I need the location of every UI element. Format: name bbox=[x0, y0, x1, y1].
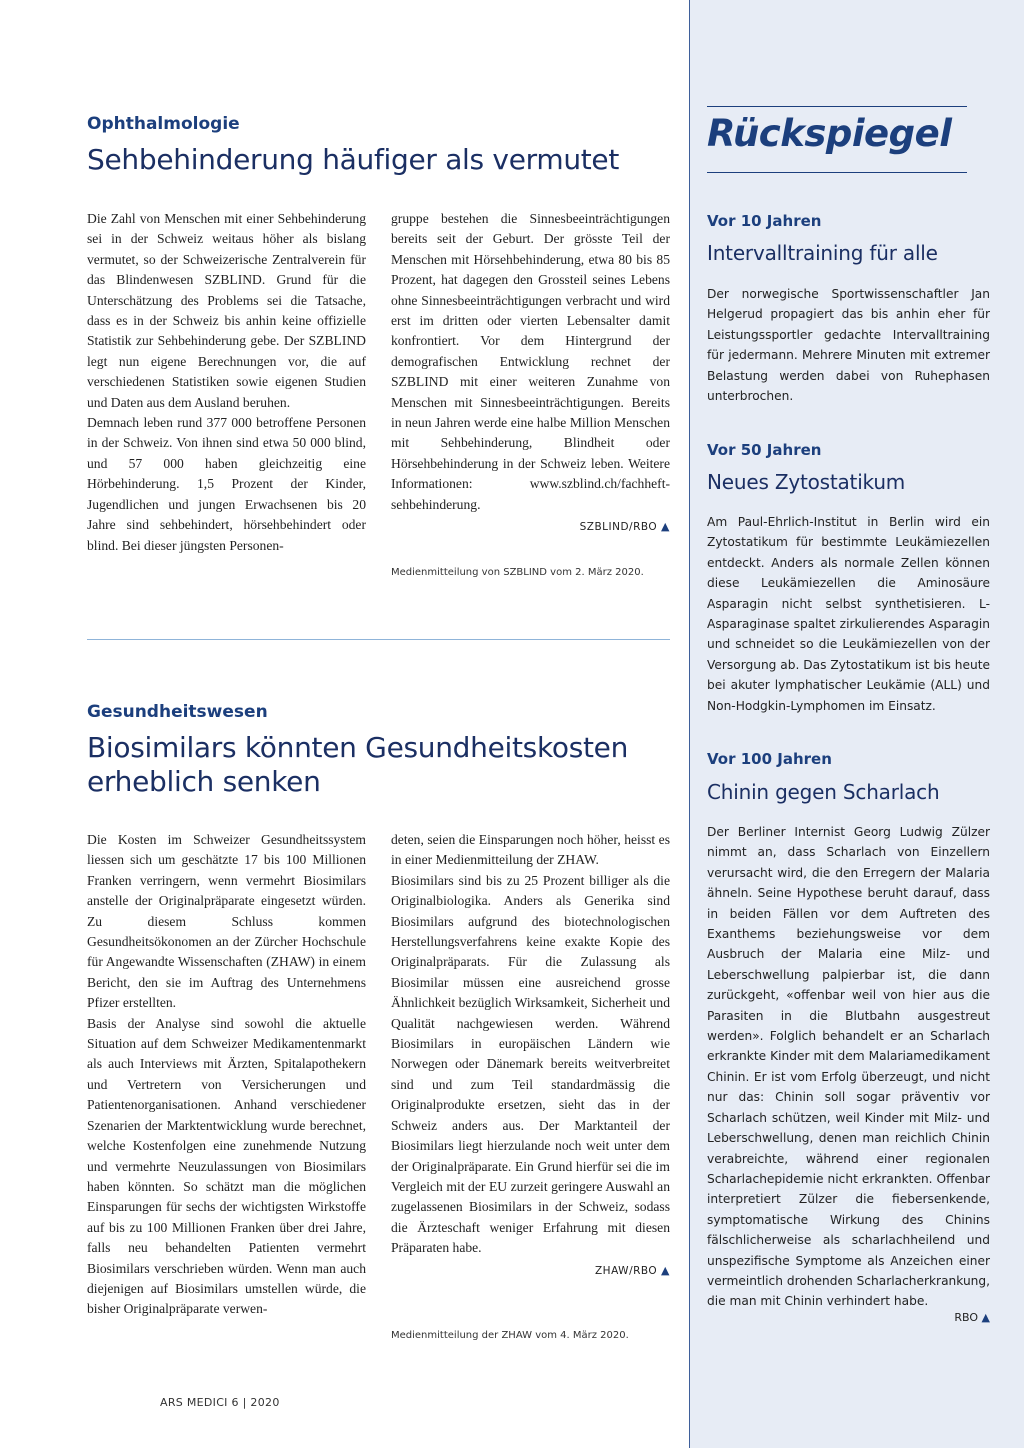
sidebar-source-text: RBO bbox=[954, 1311, 979, 1324]
sidebar-item-1-title: Intervalltraining für alle bbox=[707, 241, 938, 265]
article1-source-text: SZBLIND/RBO bbox=[579, 521, 658, 534]
sidebar-item-3-title: Chinin gegen Scharlach bbox=[707, 780, 940, 804]
sidebar-item-1-body: Der norwegische Sportwissenschaftler Jan Helgerud propagiert das bis anhin eher für Leistungssportler gedachte Intervalltraining für jedermann. Mehrere Minuten mit extremer Belastung werden dabei von Ruhephasen unterbrochen. bbox=[707, 287, 990, 404]
sidebar-item-2-body: Am Paul-Ehrlich-Institut in Berlin wird ein Zytostatikum für bestimmte Leukämiezellen entdeckt. Anders als normale Zellen können diese Leukämiezellen die Aminosäure Asparagin nicht selbst synthetisieren. L-Asparaginase spaltet zirkulierendes Asparagin und schneidet so die Leukämiezellen von der Versorgung ab. Das Zytostatikum ist bis heute bei akuter lymphatischer Leukämie (ALL) und Non-Hodgkin-Lymphomen im Einsatz. bbox=[707, 515, 990, 713]
article1-title: Sehbehinderung häufiger als vermutet bbox=[87, 143, 620, 176]
article1-column-2 bbox=[391, 209, 670, 538]
article-divider bbox=[87, 639, 670, 640]
article2-col1-paragraph-2: Basis der Analyse sind sowohl die aktuelle Situation auf dem Schweizer Medikamentenmarkt als auch Interviews mit Ärzten, Spitalapothekern und Vertretern von Versicherungen und Patientenorganisationen. Anhand verschiedener Szenarien der Marktentwicklung wurde berechnet, welche Kostenfolgen eine zunehmende Nutzung und vermehrte Neuzulassungen von Biosimilars haben könnten. So schätzt man die möglichen Einsparungen für sechs der wichtigsten Wirkstoffe auf bis zu 100 Millionen Franken über drei Jahre, falls neu behandelten Patienten vermehrt Biosimilars verschrieben würden. Wenn man auch diejenigen auf Biosimilars umstellen würde, die bisher Originalpräparate verwen- bbox=[87, 1015, 366, 1317]
article2-source-text: ZHAW/RBO bbox=[594, 1264, 658, 1277]
article2-title: Biosimilars könnten Gesundheitskosten erheblich senken bbox=[87, 731, 629, 798]
article1-col2-paragraph-1: gruppe bestehen die Sinnesbeeinträchtigungen bereits seit der Geburt. Der grösste Teil der Menschen mit Hörsehbehinderung, etwa 80 bis 85 Prozent, hat dagegen den Grossteil seines Lebens ohne Sinnesbeeinträchtigungen verbracht und wird erst im dritten oder vierten Lebensalter damit konfrontiert. Vor dem Hintergrund der demografischen Entwicklung rechnet der SZBLIND mit einer weiteren Zunahme von Menschen mit Sinnesbeeinträchtigungen. Bereits in neun Jahren werde eine halbe Million Menschen mit Sehbehinderung, Blindheit oder Hörsehbehinderung in der Schweiz leben. Weitere Informationen: www.szblind.ch/fachheft-sehbehinderung. bbox=[391, 211, 670, 512]
article1-note: Medienmitteilung von SZBLIND vom 2. März 2020. bbox=[391, 567, 644, 578]
article2-col2-paragraph-2: Biosimilars sind bis zu 25 Prozent billiger als die Originalbiologika. Anders als Generika sind Biosimilars aufgrund des biotechnologischen Herstellungsverfahrens keine exakte Kopie des Originalpräparats. Für die Zulassung als Biosimilar müssen eine ausreichend grosse Ähnlichkeit bezüglich Wirksamkeit, Sicherheit und Qualität nachgewiesen werden. Während Biosimilars in europäischen Ländern wie Norwegen oder Dänemark bereits weitverbreitet sind und zum Teil standardmässig die Originalprodukte ersetzen, sieht das in der Schweiz anders aus. Der Marktanteil der Biosimilars liegt hierzulande noch weit unter dem der Originalpräparate. Ein Grund hierfür sei die im Vergleich mit der EU zurzeit geringere Auswahl an zugelassenen Biosimilars in der Schweiz, sodass die Ärzteschaft weniger Erfahrung mit diesen Präparaten habe. bbox=[391, 872, 670, 1256]
sidebar-title: Rückspiegel bbox=[707, 112, 952, 155]
sidebar-top-rule bbox=[707, 106, 967, 107]
article1-column-1 bbox=[87, 209, 366, 556]
article2-column-2 bbox=[391, 830, 670, 1281]
sidebar-item-3-body: Der Berliner Internist Georg Ludwig Zülzer nimmt an, dass Scharlach von Einzellern verursacht wird, die den Erregern der Malaria ähneln. Seine Hypothese beruht darauf, dass in beiden Fällen vor dem Auftreten des Exanthems beziehungsweise vor dem Ausbruch der Malaria eine Milz- und Leberschwellung palpierbar ist, die dann zurückgeht, «offenbar weil von hier aus die Parasiten in die Blutbahn ausgestreut werden». Folglich behandelt er an Scharlach erkrankte Kinder mit dem Malariamedikament Chinin. Er ist vom Erfolg überzeugt, und nicht nur das: Chinin soll sogar präventiv vor Scharlach schützen, weil Kinder mit Milz- und Leberschwellung, denen man reichlich Chinin verabreichte, während einer regionalen Scharlachepidemie nicht erkrankten. Offenbar interpretiert Zülzer die fiebersenkende, symptomatische Wirkung des Chinins fälschlicherweise als scharlachheilend und unspezifische Symptome als Anzeichen einer vermeintlich drohenden Scharlacherkrankung, die man mit Chinin verhindert habe. bbox=[707, 825, 990, 1309]
sidebar-item-3-kicker: Vor 100 Jahren bbox=[707, 750, 832, 768]
sidebar-item-2-title: Neues Zytostatikum bbox=[707, 470, 906, 494]
sidebar-item-1-kicker: Vor 10 Jahren bbox=[707, 212, 822, 230]
article2-kicker: Gesundheitswesen bbox=[87, 702, 268, 722]
article1-col1-paragraph-1: Die Zahl von Menschen mit einer Sehbehinderung sei in der Schweiz weitaus höher als bislang vermutet, so der Schweizerische Zentralverein für das Blindenwesen SZBLIND. Grund für die Unterschätzung des Problems sei die Tatsache, dass es in der Schweiz bis anhin keine offizielle Statistik zur Sehbehinderung gebe. Der SZBLIND legt nun eigene Berechnungen vor, die auf verschiedenen Statistiken sowie eigenen Studien und Daten aus dem Ausland beruhen. bbox=[87, 211, 366, 410]
sidebar-bottom-rule bbox=[707, 172, 967, 173]
article2-column-1 bbox=[87, 830, 366, 1320]
triangle-icon: ▲ bbox=[661, 1263, 670, 1277]
triangle-icon: ▲ bbox=[981, 1311, 990, 1324]
article2-source bbox=[391, 1261, 670, 1281]
article1-col1-paragraph-2: Demnach leben rund 377 000 betroffene Personen in der Schweiz. Von ihnen sind etwa 50 000 blind, und 57 000 haben gleichzeitig eine Hörbehinderung. 1,5 Prozent der Kinder, Jugendlichen und jungen Erwachsenen bis 20 Jahre sind sehbehindert, hörsehbehindert oder blind. Bei dieser jüngsten Personen- bbox=[87, 415, 366, 553]
article1-source bbox=[391, 517, 670, 537]
article2-col1-paragraph-1: Die Kosten im Schweizer Gesundheitssystem liessen sich um geschätzte 17 bis 100 Millionen Franken verringern, wenn vermehrt Biosimilars anstelle der Originalpräparate eingesetzt würden. Zu diesem Schluss kommen Gesundheitsökonomen an der Zürcher Hochschule für Angewandte Wissenschaften (ZHAW) in einem Bericht, den sie im Auftrag des Unternehmens Pfizer erstellten. bbox=[87, 832, 366, 1011]
article2-note: Medienmitteilung der ZHAW vom 4. März 2020. bbox=[391, 1330, 629, 1341]
sidebar-source bbox=[707, 1311, 990, 1324]
page-footer: ARS MEDICI 6 | 2020 bbox=[160, 1396, 280, 1409]
article2-col2-paragraph-1: deten, seien die Einsparungen noch höher, heisst es in einer Medienmitteilung der ZHAW. bbox=[391, 832, 670, 868]
article1-kicker: Ophthalmologie bbox=[87, 114, 240, 134]
triangle-icon: ▲ bbox=[661, 520, 670, 534]
sidebar-item-2-kicker: Vor 50 Jahren bbox=[707, 441, 822, 459]
